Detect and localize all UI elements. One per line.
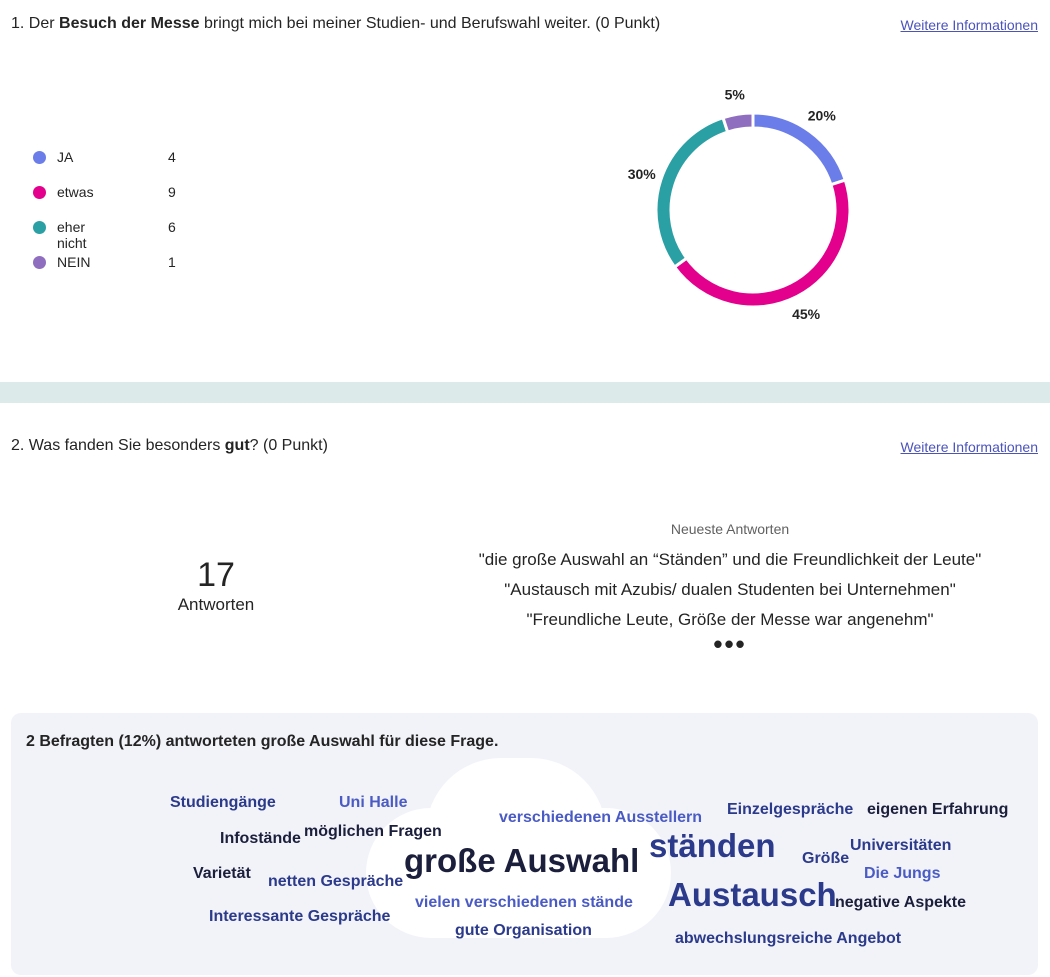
cloud-word[interactable]: Die Jungs [864, 865, 941, 882]
cloud-word[interactable]: Varietät [193, 865, 251, 882]
cloud-word[interactable]: Uni Halle [339, 794, 408, 811]
more-responses-button[interactable]: ••• [713, 629, 747, 659]
cloud-word[interactable]: Größe [802, 850, 850, 867]
legend-count: 6 [168, 219, 176, 235]
question-2-section [0, 403, 1050, 977]
legend-count: 9 [168, 184, 176, 200]
cloud-word[interactable]: eigenen Erfahrung [867, 801, 1009, 818]
response-count: 17 [197, 556, 235, 594]
slice-label: 30% [627, 165, 656, 182]
legend-label: etwas [57, 184, 94, 200]
more-info-link[interactable]: Weitere Informationen [900, 439, 1038, 455]
section-divider [0, 382, 1050, 403]
cloud-word[interactable]: netten Gespräche [268, 873, 404, 890]
donut-slice[interactable] [753, 113, 845, 185]
legend-dot-icon [33, 151, 46, 164]
legend-label: NEIN [57, 254, 91, 270]
legend-label: JA [57, 149, 74, 165]
legend-label: eher nicht [57, 219, 87, 251]
cloud-word[interactable]: Austausch [668, 876, 837, 913]
more-info-link[interactable]: Weitere Informationen [900, 17, 1038, 33]
cloud-word[interactable]: abwechslungsreiche Angebot [675, 930, 902, 947]
cloud-word[interactable]: verschiedenen Ausstellern [499, 809, 703, 826]
cloud-word[interactable]: Einzelgespräche [727, 801, 854, 818]
legend-dot-icon [33, 221, 46, 234]
legend-dot-icon [33, 186, 46, 199]
title-bold: Besuch der Messe [59, 15, 200, 32]
cloud-word[interactable]: Studiengänge [170, 794, 276, 811]
title-prefix: 2. Was fanden Sie besonders [11, 437, 225, 454]
word-cloud-panel [11, 713, 1038, 975]
cloud-summary: 2 Befragten (12%) antworteten große Auswahl für diese Frage. [26, 733, 499, 750]
cloud-word[interactable]: negative Aspekte [835, 894, 967, 911]
cloud-word[interactable]: Interessante Gespräche [209, 908, 391, 925]
donut-slice[interactable] [656, 118, 728, 267]
response-count-label: Antworten [177, 595, 255, 614]
cloud-word[interactable]: Universitäten [850, 837, 952, 854]
cloud-word[interactable]: Infostände [220, 830, 301, 847]
title-suffix: bringt mich bei meiner Studien- und Berufswahl weiter. (0 Punkt) [199, 15, 661, 32]
donut-chart [620, 82, 890, 332]
recent-responses-title: Neueste Antworten [670, 521, 790, 537]
cloud-word[interactable]: große Auswahl [404, 842, 640, 879]
recent-responses [430, 521, 1030, 659]
legend-count: 1 [168, 254, 176, 270]
recent-response: "Freundliche Leute, Größe der Messe war angenehm" [526, 610, 934, 629]
question-1-section [0, 0, 1050, 382]
slice-label: 5% [724, 86, 745, 103]
cloud-word[interactable]: möglichen Fragen [304, 823, 442, 840]
response-count-block [136, 555, 296, 615]
recent-response: "Austausch mit Azubis/ dualen Studenten bei Unternehmen" [504, 580, 956, 599]
slice-label: 45% [792, 306, 821, 323]
cloud-word[interactable]: vielen verschiedenen stände [415, 894, 633, 911]
question-1-title [11, 15, 660, 33]
donut-slice[interactable] [675, 180, 850, 307]
title-bold: gut [224, 437, 250, 454]
recent-response: "die große Auswahl an “Ständen” und die Freundlichkeit der Leute" [478, 550, 982, 569]
cloud-word[interactable]: ständen [649, 827, 776, 864]
donut-slice[interactable] [723, 113, 753, 132]
title-suffix: ? (0 Punkt) [249, 437, 328, 454]
title-prefix: 1. Der [11, 15, 60, 32]
question-2-title [11, 437, 328, 455]
cloud-word[interactable]: gute Organisation [455, 922, 592, 939]
legend-dot-icon [33, 256, 46, 269]
legend-count: 4 [168, 149, 176, 165]
slice-label: 20% [807, 107, 836, 124]
